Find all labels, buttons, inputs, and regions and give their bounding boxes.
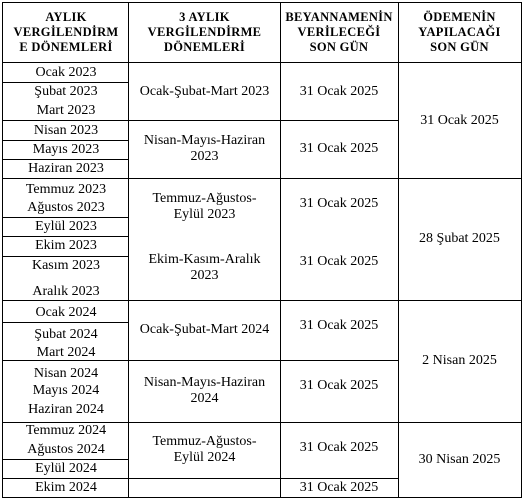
row-divider [2, 322, 128, 323]
month-cell: Temmuz 2023 [25, 181, 107, 197]
payment-date-cell: 28 Şubat 2025 [419, 231, 500, 246]
month-cell: Aralık 2023 [32, 283, 100, 299]
month-cell: Ekim 2024 [35, 479, 97, 495]
month-cell: Şubat 2024 [34, 326, 98, 342]
month-cell: Haziran 2024 [28, 401, 104, 417]
quarter-cell: Ocak-Şubat-Mart 2024 [139, 322, 270, 337]
quarter-divider [2, 120, 398, 121]
header-payment-deadline: ÖDEMENİN YAPILACAĞI SON GÜN [418, 10, 501, 54]
filing-date-cell: 31 Ocak 2025 [299, 141, 379, 156]
group-divider [2, 422, 522, 423]
header-filing-deadline: BEYANNAMENİN VERİLECEĞİ SON GÜN [285, 10, 393, 54]
quarter-cell: Temmuz-Ağustos- Eylül 2023 [152, 191, 257, 222]
month-cell: Temmuz 2024 [25, 422, 107, 438]
filing-date-cell: 31 Ocak 2025 [299, 196, 379, 211]
row-divider [2, 82, 128, 83]
quarter-divider [2, 478, 398, 479]
month-cell: Mayıs 2024 [32, 382, 100, 398]
group-divider [2, 300, 522, 301]
header-quarterly-periods: 3 AYLIK VERGİLENDİRME DÖNEMLERİ [147, 10, 262, 54]
group-divider [2, 178, 522, 179]
month-cell: Eylül 2024 [35, 460, 97, 476]
month-cell: Mart 2024 [36, 344, 96, 360]
row-divider [2, 459, 128, 460]
month-cell: Ekim 2023 [35, 237, 97, 253]
row-divider [2, 140, 128, 141]
quarter-cell: Temmuz-Ağustos- Eylül 2024 [152, 434, 257, 465]
header-monthly-periods: AYLIK VERGİLENDİRM E DÖNEMLERİ [13, 10, 119, 54]
column-divider [128, 2, 129, 498]
border-left [2, 2, 3, 498]
filing-date-cell: 31 Ocak 2025 [299, 254, 379, 269]
month-cell: Nisan 2024 [33, 365, 99, 381]
quarter-divider [2, 360, 398, 361]
month-cell: Haziran 2023 [28, 160, 104, 176]
payment-date-cell: 2 Nisan 2025 [422, 353, 497, 368]
row-divider [2, 256, 128, 257]
month-cell: Ocak 2024 [35, 304, 97, 320]
row-divider [2, 159, 128, 160]
filing-date-cell: 31 Ocak 2025 [299, 440, 379, 455]
filing-date-cell: 31 Ocak 2025 [299, 318, 379, 333]
quarter-cell [129, 478, 280, 497]
header-divider [2, 62, 522, 63]
month-cell: Mayıs 2023 [32, 141, 100, 157]
filing-date-cell: 31 Ocak 2025 [299, 83, 379, 99]
border-bottom [2, 497, 522, 498]
quarter-cell: Ekim-Kasım-Aralık 2023 [148, 252, 261, 283]
border-top [2, 2, 522, 3]
quarter-cell: Ocak-Şubat-Mart 2023 [139, 83, 270, 99]
row-divider [2, 217, 128, 218]
quarter-cell: Nisan-Mayıs-Haziran 2023 [143, 133, 266, 164]
filing-date-cell: 31 Ocak 2025 [299, 479, 379, 495]
month-cell: Ocak 2023 [35, 64, 97, 80]
quarter-cell: Nisan-Mayıs-Haziran 2024 [143, 375, 266, 406]
month-cell: Mart 2023 [36, 102, 96, 118]
quarter-divider [2, 236, 128, 237]
filing-date-cell: 31 Ocak 2025 [299, 378, 379, 393]
month-cell: Şubat 2023 [34, 83, 98, 99]
payment-date-cell: 31 Ocak 2025 [420, 112, 499, 128]
column-divider [398, 2, 399, 498]
column-divider [280, 2, 281, 498]
border-right [521, 2, 522, 498]
month-cell: Eylül 2023 [35, 218, 97, 234]
month-cell: Ağustos 2024 [27, 441, 105, 457]
month-cell: Kasım 2023 [31, 257, 101, 273]
month-cell: Ağustos 2023 [27, 199, 105, 215]
month-cell: Nisan 2023 [33, 122, 99, 138]
payment-date-cell: 30 Nisan 2025 [418, 451, 501, 467]
